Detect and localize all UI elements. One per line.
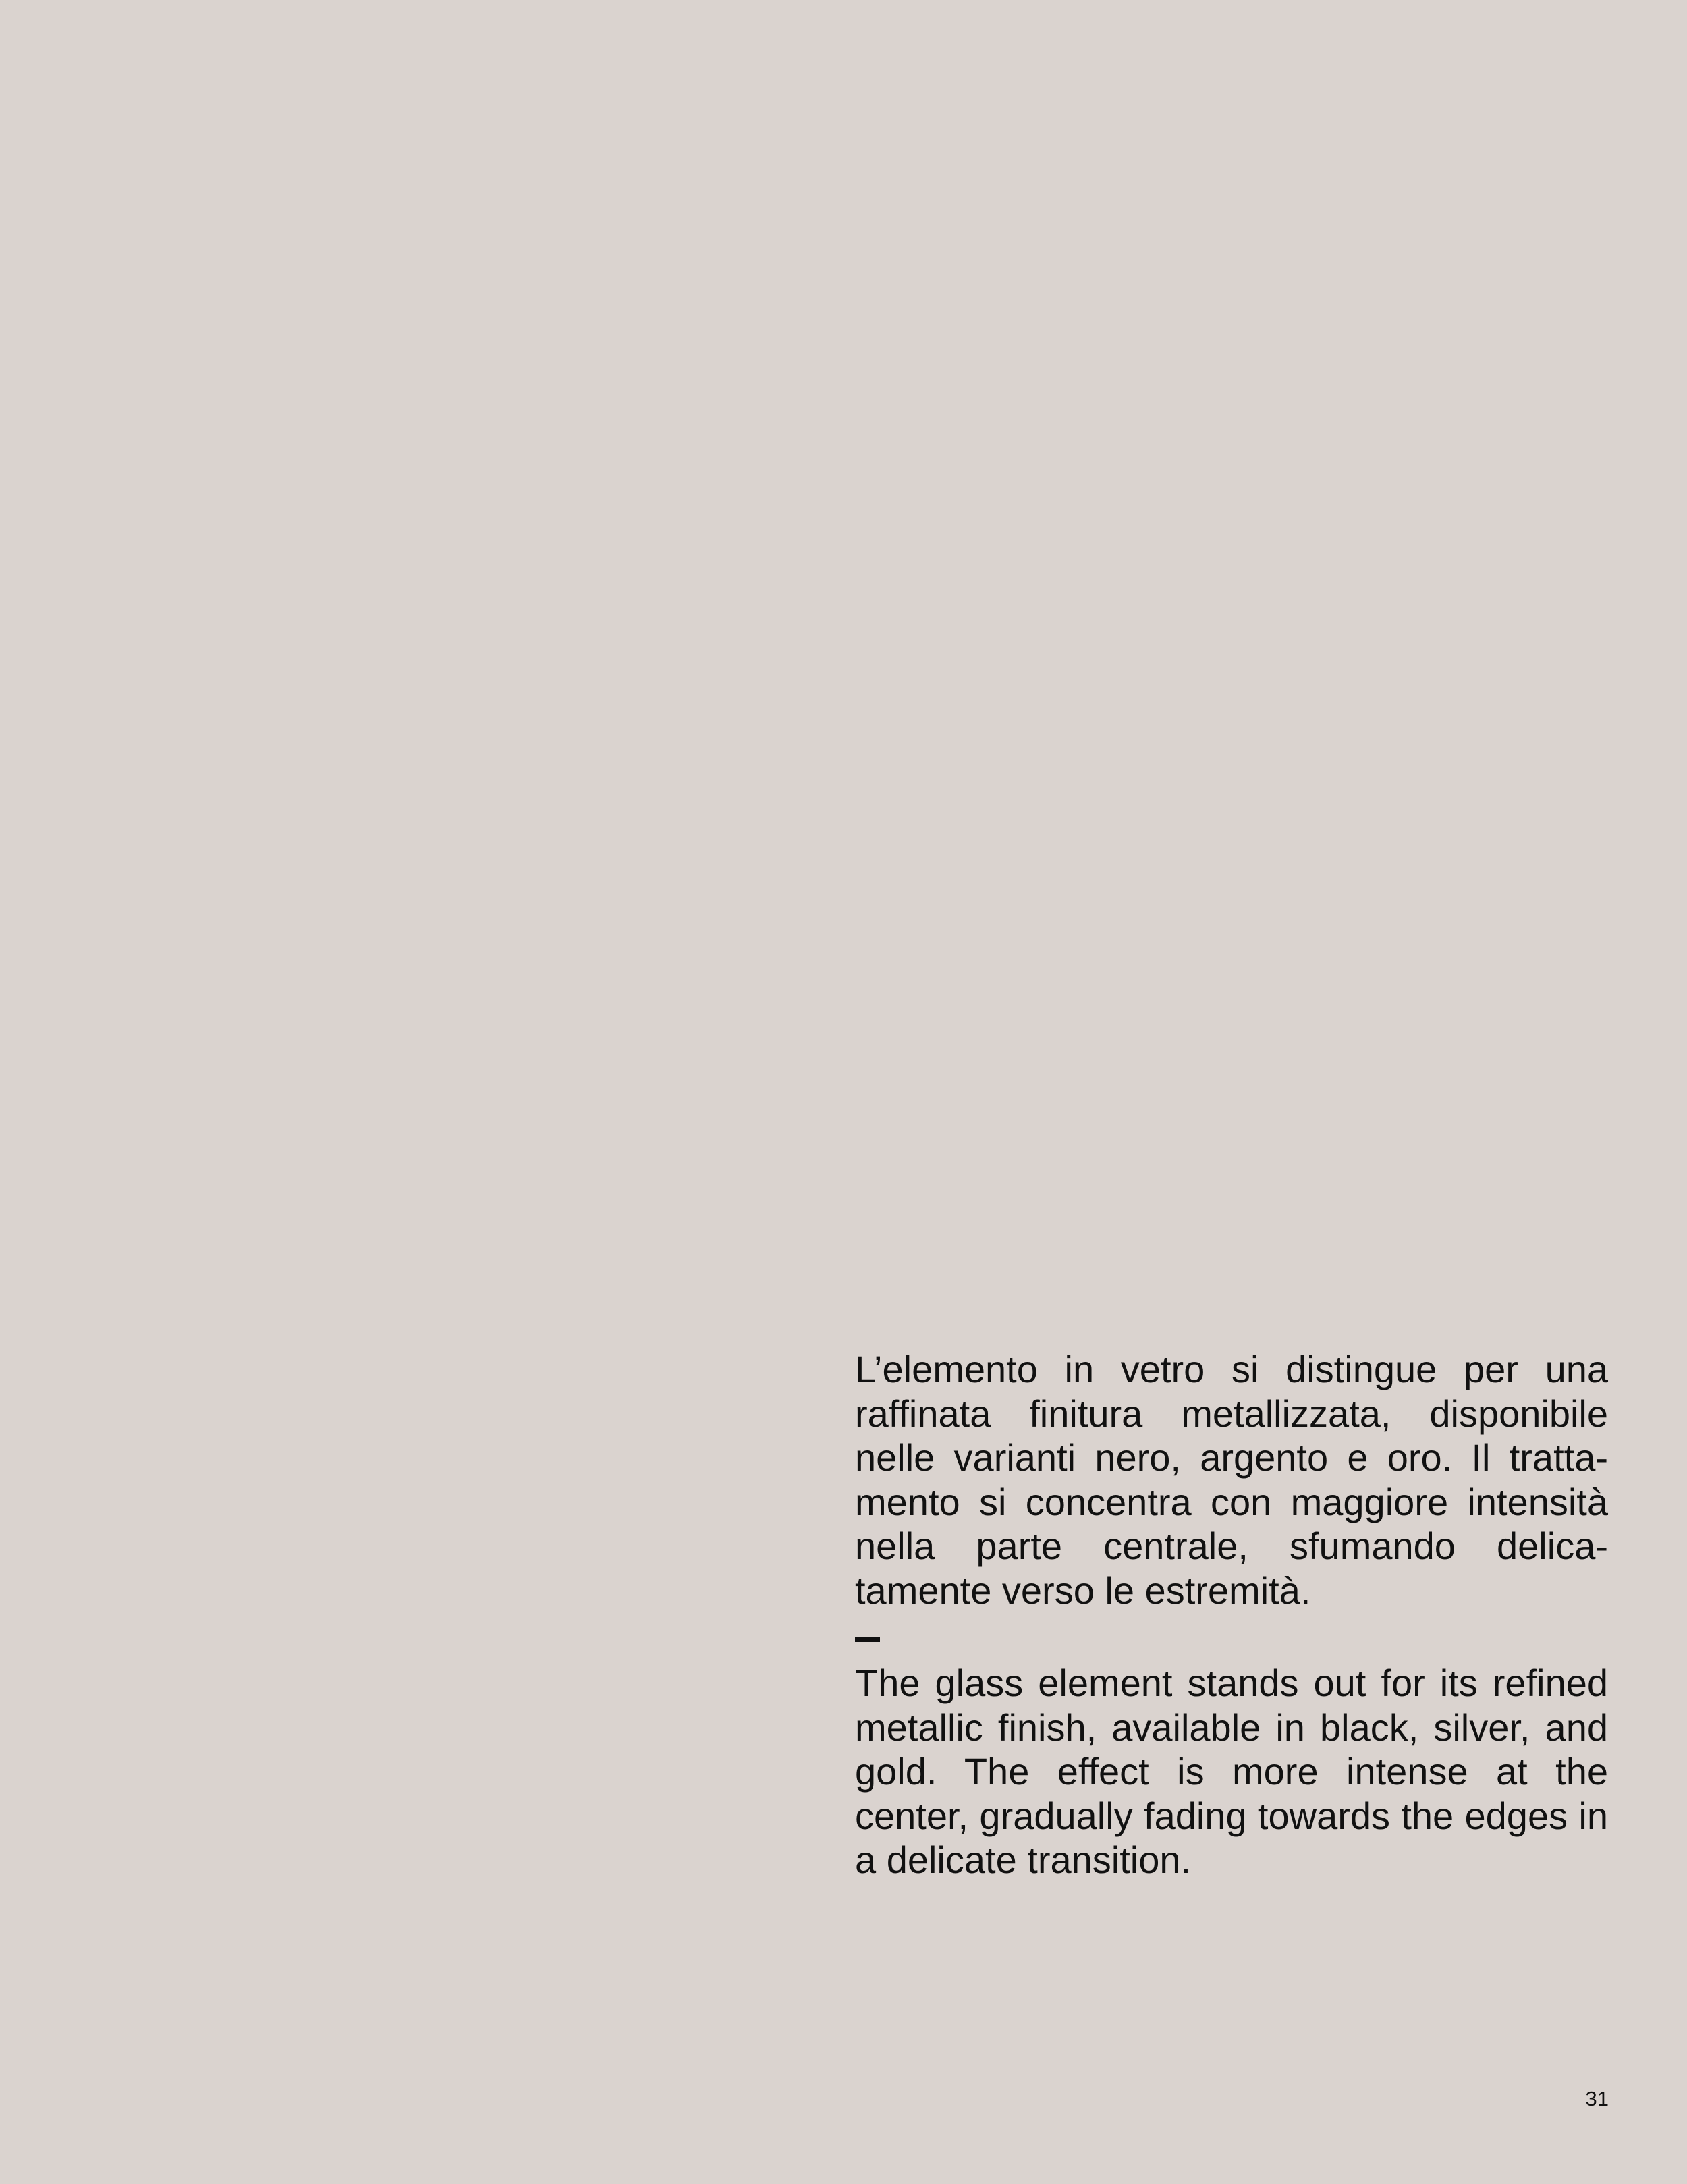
paragraph-italian: L’elemento in vetro si distingue per una raffinata finitura metallizzata, disponibile nelle varianti nero, argento e oro. Il trattamento si concentra con maggiore intensità nella parte centrale, sfumando delicatamente verso le estremità. bbox=[855, 1348, 1608, 1612]
page-number: 31 bbox=[1585, 2087, 1609, 2110]
separator-dash bbox=[855, 1637, 880, 1642]
text-block bbox=[855, 1347, 1608, 1882]
paragraph-english: The glass element stands out for its refined metallic finish, available in black, silver, and gold. The effect is more intense at the center, gradually fading towards the edges in a delicate transition. bbox=[855, 1662, 1608, 1881]
